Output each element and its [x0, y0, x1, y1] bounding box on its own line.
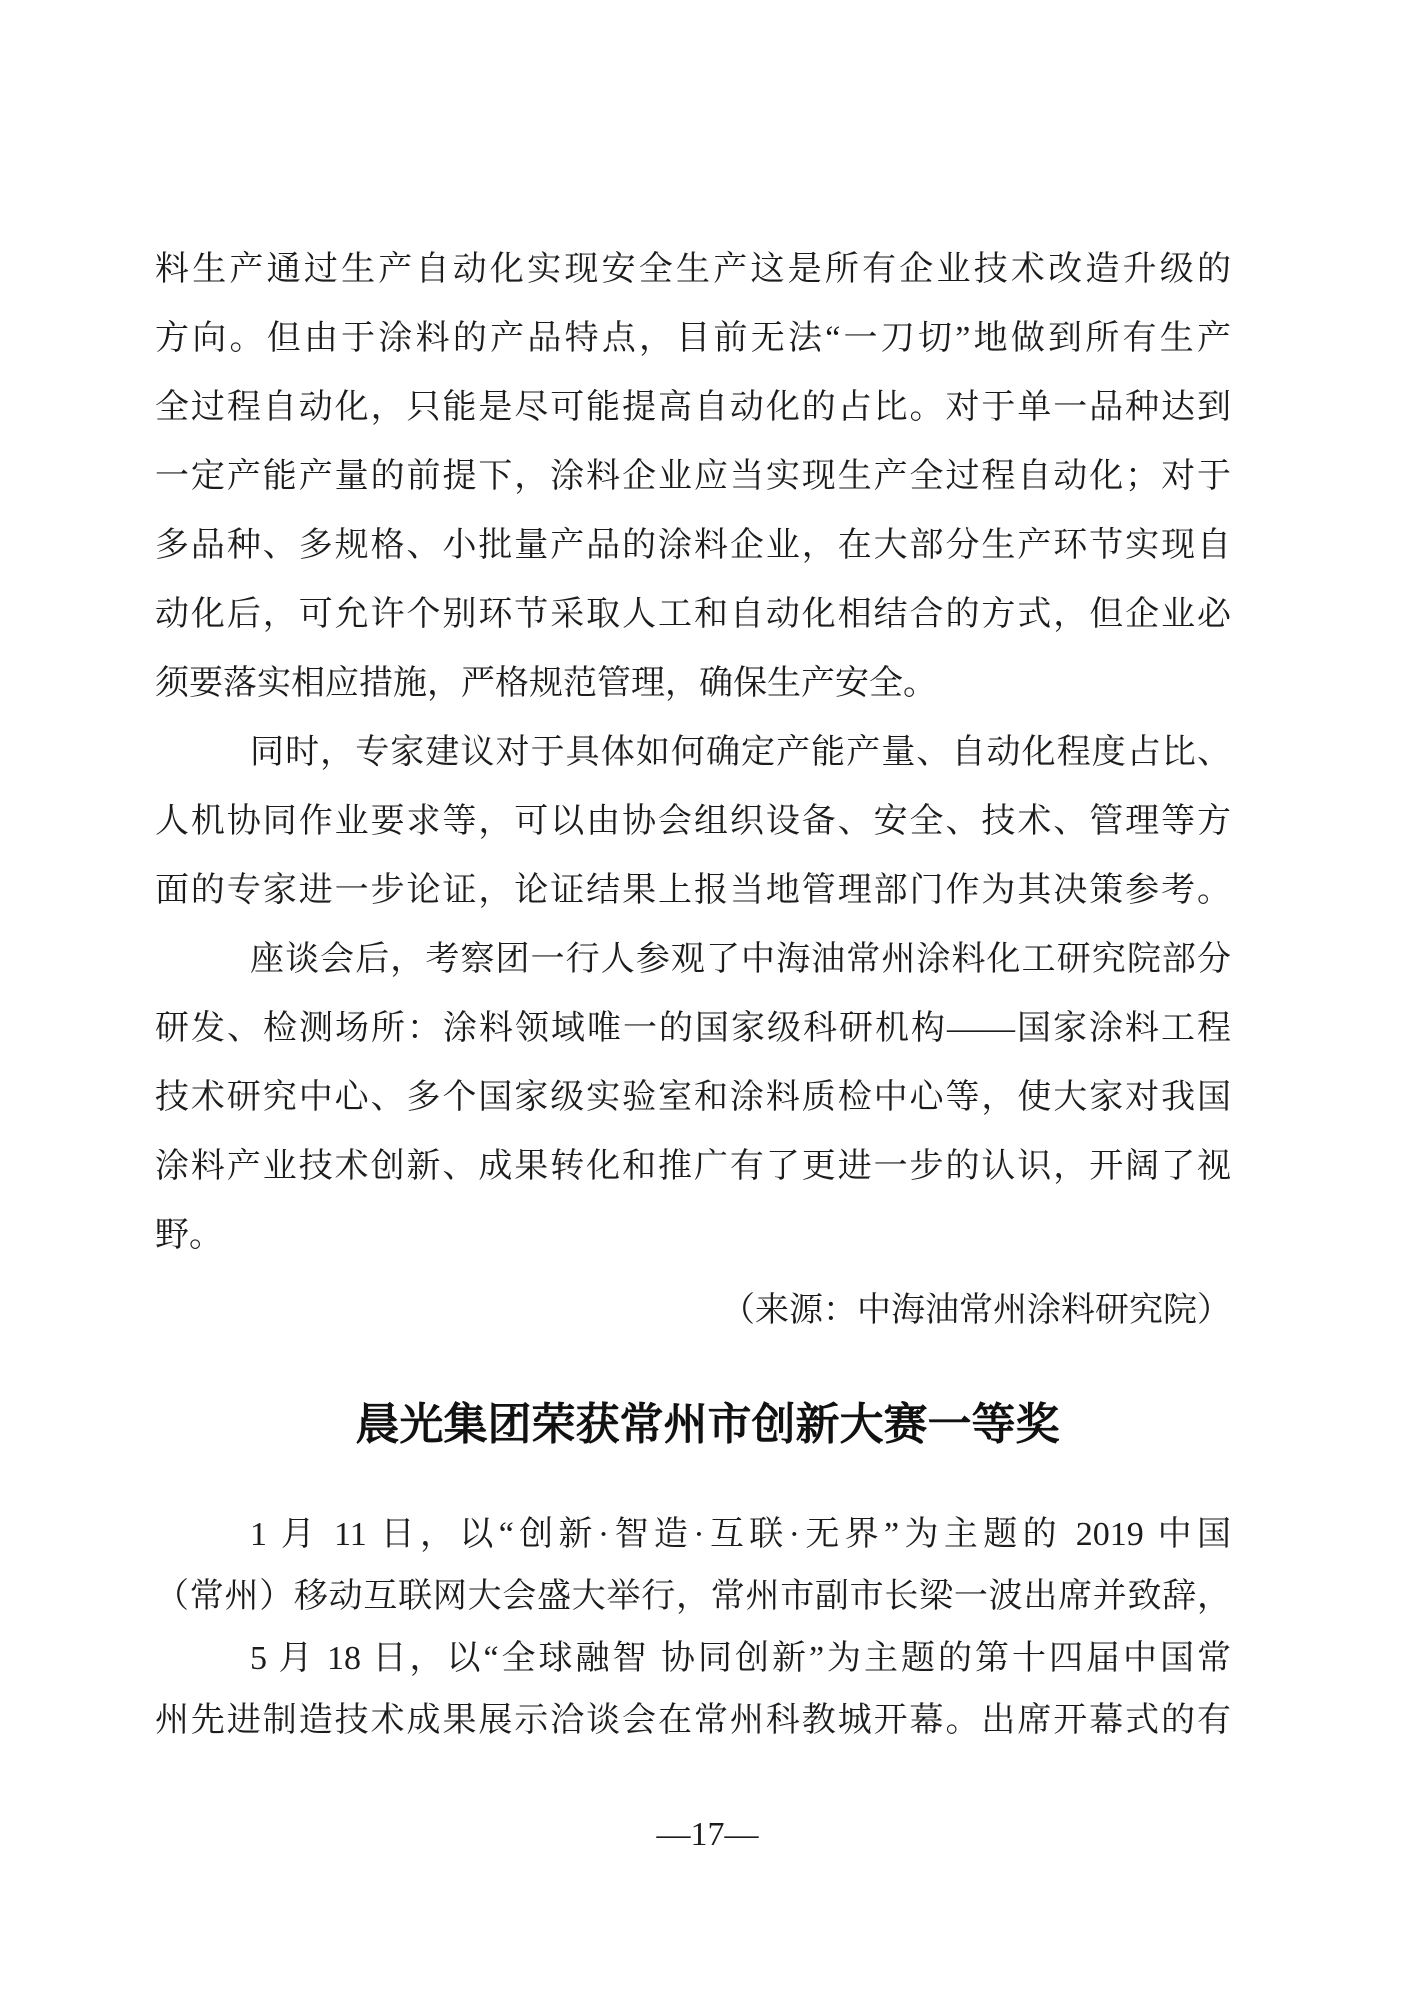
body-line: 1 月 11 日，以“创新·智造·互联·无界”为主题的 2019 中国	[250, 1516, 1231, 1553]
body-line: 料生产通过生产自动化实现安全生产这是所有企业技术改造升级的	[155, 251, 1231, 288]
body-line: 5 月 18 日，以“全球融智 协同创新”为主题的第十四届中国常	[250, 1640, 1231, 1677]
source-attribution: （来源：中海油常州涂料研究院）	[721, 1292, 1231, 1329]
body-line: 面的专家进一步论证，论证结果上报当地管理部门作为其决策参考。	[155, 872, 1231, 909]
body-line: 州先进制造技术成果展示洽谈会在常州科教城开幕。出席开幕式的有	[155, 1702, 1231, 1739]
article-heading: 晨光集团荣获常州市创新大赛一等奖	[355, 1400, 1060, 1449]
body-line: 须要落实相应措施，严格规范管理，确保生产安全。	[155, 665, 937, 702]
body-line: 同时，专家建议对于具体如何确定产能产量、自动化程度占比、	[250, 734, 1231, 771]
body-line: 野。	[155, 1217, 223, 1254]
body-line: （常州）移动互联网大会盛大举行，常州市副市长梁一波出席并致辞，	[155, 1578, 1231, 1615]
body-line: 一定产能产量的前提下，涂料企业应当实现生产全过程自动化；对于	[155, 458, 1231, 495]
body-line: 技术研究中心、多个国家级实验室和涂料质检中心等，使大家对我国	[155, 1079, 1231, 1116]
body-line: 全过程自动化，只能是尽可能提高自动化的占比。对于单一品种达到	[155, 389, 1231, 426]
page-number: —17—	[656, 1816, 759, 1853]
next-article-body-text	[155, 1504, 1231, 1752]
body-line: 研发、检测场所：涂料领域唯一的国家级科研机构——国家涂料工程	[155, 1010, 1231, 1047]
body-line: 多品种、多规格、小批量产品的涂料企业，在大部分生产环节实现自	[155, 527, 1231, 564]
body-line: 涂料产业技术创新、成果转化和推广有了更进一步的认识，开阔了视	[155, 1148, 1231, 1185]
body-line: 动化后，可允许个别环节采取人工和自动化相结合的方式，但企业必	[155, 596, 1231, 633]
body-line: 人机协同作业要求等，可以由协会组织设备、安全、技术、管理等方	[155, 803, 1231, 840]
body-line: 座谈会后，考察团一行人参观了中海油常州涂料化工研究院部分	[250, 941, 1231, 978]
body-line: 方向。但由于涂料的产品特点，目前无法“一刀切”地做到所有生产	[155, 320, 1231, 357]
article-body-text	[155, 235, 1231, 1270]
